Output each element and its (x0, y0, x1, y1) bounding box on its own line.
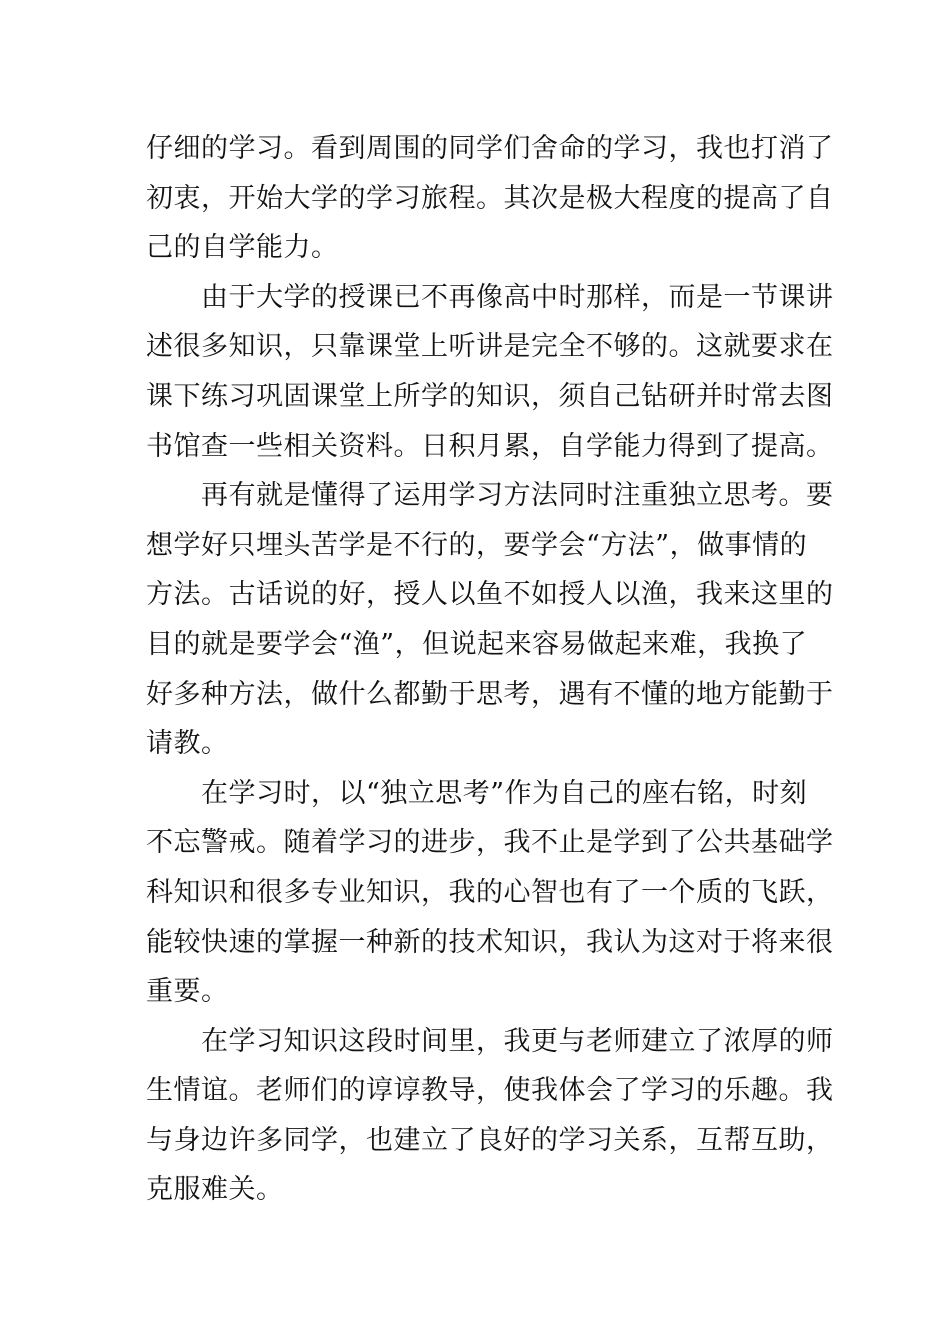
text-line: 好多种方法，做什么都勤于思考，遇有不懂的地方能勤于 (146, 678, 834, 710)
document-body (146, 124, 834, 1215)
text-line: 仔细的学习。看到周围的同学们舍命的学习，我也打消了 (146, 133, 834, 164)
text-line-indented: 再有就是懂得了运用学习方法同时注重独立思考。要 (201, 480, 834, 512)
paragraph-2 (146, 273, 834, 471)
text-line: 想学好只埋头苦学是不行的，要学会“方法”，做事情的 (146, 529, 808, 561)
text-line: 方法。古话说的好，授人以鱼不如授人以渔，我来这里的 (146, 579, 834, 611)
text-line: 述很多知识，只靠课堂上听讲是完全不够的。这就要求在 (146, 331, 834, 363)
text-line-indented: 在学习时，以“独立思考”作为自己的座右铭，时刻 (201, 777, 808, 809)
text-line: 不忘警戒。随着学习的进步，我不止是学到了公共基础学 (146, 827, 834, 859)
text-line: 克服难关。 (146, 1174, 284, 1206)
text-line: 与身边许多同学，也建立了良好的学习关系，互帮互助， (146, 1124, 834, 1156)
text-line: 初衷，开始大学的学习旅程。其次是极大程度的提高了自 (146, 182, 834, 214)
paragraph-3 (146, 471, 834, 769)
text-line: 能较快速的掌握一种新的技术知识，我认为这对于将来很 (146, 926, 834, 958)
text-line: 目的就是要学会“渔”，但说起来容易做起来难，我换了 (146, 628, 808, 660)
text-line-indented: 在学习知识这段时间里，我更与老师建立了浓厚的师 (201, 1025, 834, 1057)
text-line: 生情谊。老师们的谆谆教导，使我体会了学习的乐趣。我 (146, 1075, 834, 1107)
paragraph-5 (146, 1017, 834, 1215)
text-line: 书馆查一些相关资料。日积月累，自学能力得到了提高。 (146, 430, 834, 462)
text-line: 课下练习巩固课堂上所学的知识，须自己钻研并时常去图 (146, 380, 834, 412)
text-line: 重要。 (146, 976, 229, 1008)
text-line: 己的自学能力。 (146, 232, 339, 264)
text-line: 请教。 (146, 728, 229, 760)
text-line-indented: 由于大学的授课已不再像高中时那样，而是一节课讲 (201, 281, 834, 313)
paragraph-4 (146, 769, 834, 1017)
paragraph-1 (146, 124, 834, 273)
text-line: 科知识和很多专业知识，我的心智也有了一个质的飞跃， (146, 876, 834, 908)
